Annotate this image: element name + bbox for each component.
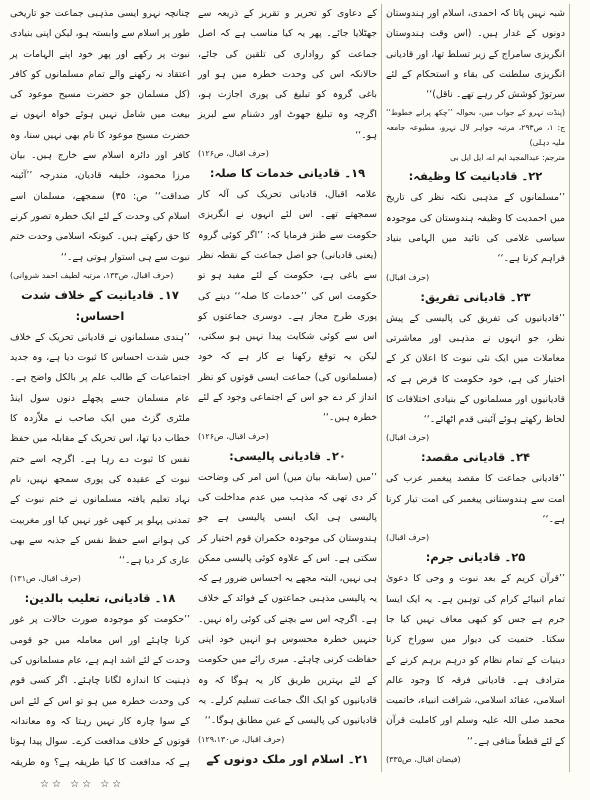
section-heading: ۱۷۔ قادیانیت کے خلاف شدت احساس: [21,287,179,323]
citation: (حرف اقبال، ص۱۲۶) [198,149,269,159]
citation: (حرف اقبال) [386,533,430,543]
body-paragraph: ’’قادیانی جماعت کا مقصد پیغمبر عرب کی امت سے ہندوستانی پیغمبر کی امت تیار کرنا ہے۔‘‘ [386,473,565,526]
text-columns [6,4,584,772]
body-paragraph: ’’ہندی مسلمانوں نے قادیانی تحریک کے خلاف جس شدت احساس کا ثبوت دیا ہے، وہ جدید اجتماعیات کے طالب علم پر بالکل واضح ہے۔ عام مسلمان جسے پچھلے دنوں سول اینڈ ملٹری گزٹ میں ایک صاحب نے ملاّزدہ کا خطاب دیا تھا، اس تحریک کے مقابلہ میں حفظ نفس کا ثبوت دے رہا ہے۔ اگرچہ اسے ختم نبوت کے عقیدہ کی پوری سمجھ نہیں، نام نہاد تعلیم یافتہ مسلمانوں نے ختم نبوت کے تمدنی پہلو پر کبھی غور نہیں کیا اور مغربیت کی ہوانے اسے حفظ نفس کے جذبہ سے بھی عاری کر دیا ہے۔‘‘ [10,331,190,567]
section-heading: ۲۴۔ قادیانی مقصد: [420,450,531,465]
text-column-1 [6,4,194,772]
citation: (حرف اقبال) [386,433,430,443]
footer-stars: ☆☆ ☆☆ ☆☆ [40,779,125,790]
text-column-3 [382,4,570,772]
section-heading: ۲۳۔ قادیانی تفریق: [420,289,531,304]
body-paragraph: ’’میں (سابقہ بیان میں) اس امر کی وضاحت کر دی تھی کہ مذہب میں عدم مداخلت کی پالیسی ہی ایک ایسی پالیسی ہے جو ہندوستان کی موجودہ حکمران قوم اختیار کر سکتی ہے۔ اس کے علاوہ کوئی پالیسی ممکن ہی نہیں، البتہ مجھے یہ احساس ضرور ہے کہ یہ پالیسی مذہبی جماعتوں کے فوائد کے خلاف ہے۔ اگرچہ اس سے بچنے کی کوئی راہ نہیں۔ جنہیں خطرہ محسوس ہو انہیں خود اپنی حفاظت کرنی چاہئے۔ میری رائے میں حکومت کے لئے بہترین طریق کار یہ ہوگا کہ وہ قادیانیوں کو ایک الگ جماعت تسلیم کرلے۔ یہ قادیانیوں کی پالیسی کے عین مطابق ہوگا۔‘‘ [198,471,377,727]
citation: (حرف اقبال، ص۱۲۶) [198,431,269,441]
text-column-2 [194,4,382,772]
body-paragraph: علامہ اقبال، قادیانی تحریک کی آلہ کار سمجھتے تھے۔ اس لئے انہوں نے انگریزی حکومت سے طنز فرمایا کہ: ’’اگر کوئی گروہ (یعنی قادیانی) جو اصل جماعت کے نقطہ نظر سے باغی ہے، حکومت کے لئے مفید ہو تو حکومت اس کی ’’خدمات کا صلہ‘‘ دینے کی پوری طرح مجاز ہے۔ دوسری جماعتوں کو اس سے کوئی شکایت پیدا نہیں ہو سکتی، لیکن یہ توقع رکھنا بے کار ہے کہ خود (مسلمانوں کی) جماعت ایسی قوتوں کو نظر انداز کر دے جو اس کے اجتماعی وجود کے لئے خطرہ ہیں۔‘‘ [198,189,377,424]
source-note: مترجم: عبدالمجید ایم اے، ایل ایل بی [450,153,565,163]
citation: (حرف اقبال) [386,272,430,282]
body-paragraph: شبہ نہیں پاتا کہ احمدی، اسلام اور ہندوستان دونوں کے غدار ہیں۔ (اس وقت ہندوستان انگریزی سامراج کے زیر تسلط تھا، اور قادیانی انگریزی سلطنت کی بقاء و استحکام کے لئے سرتوڑ کوشش کر رہے تھے۔ ناقل)‘‘ [386,8,565,101]
source-note: (پنڈت نہرو کے جواب میں، بحوالہ ’’چکھ پرانے خطوط‘‘ ج: ۱، ص۲۹۳، مرتبہ جواہر لال نہرو، مطبوعہ جامعہ ملیہ دہلی) [386,108,566,148]
body-paragraph: کے دعاوی کو تحریر و تقریر کے ذریعہ سے جھٹلایا جائے۔ پھر یہ کیا مناسب ہے کہ اصل جماعت کو رواداری کی تلقین کی جائے، حالانکہ اس کی وحدت خطرہ میں ہو اور باغی گروہ کو تبلیغ کی پوری اجازت ہو، اگرچہ وہ تبلیغ جھوٹ اور دشنام سے لبریز ہو۔‘‘ [198,8,377,141]
section-heading: ۲۱۔ اسلام اور ملک دونوں کے [206,751,369,766]
body-paragraph: ’’قرآن کریم کے بعد نبوت و وحی کا دعویٰ تمام انبیائے کرام کی توہین ہے۔ یہ ایک ایسا جرم ہے جس کو کبھی معاف نہیں کیا جا سکتا۔ ختمیت کی دیوار میں سوراخ کرنا دینیات کے تمام نظام کو درہم برہم کرنے کے مترادف ہے۔ قادیانی فرقہ کا وجود عالم اسلامی، عقائد اسلامی، شرافت انبیاء، خاتمیت محمد صلی اللہ علیہ وسلم اور کاملیت قرآن کے لئے قطعاً منافی ہے۔‘‘ [386,573,565,747]
body-paragraph: ’’مسلمانوں کے مذہبی نکتہ نظر کی تاریخ میں احمدیت کا وظیفہ ہندوستان کی موجودہ سیاسی غلامی کی تائید میں الہامی بنیاد فراہم کرنا ہے۔‘‘ [386,192,565,265]
section-heading: ۱۹۔ قادیانی خدمات کا صلہ: [209,166,366,181]
section-heading: ۲۰۔ قادیانی پالیسی: [229,448,346,463]
citation: (حرف اقبال، ص۱۳۳، مرتبہ لطیف احمد شروانی) [10,270,174,280]
section-heading: ۲۲۔ قادیانیت کا وظیفہ: [408,169,543,184]
section-heading: ۲۵۔ قادیانی جرم: [425,550,526,565]
body-paragraph: ’’حکومت کو موجودہ صورت حالات پر غور کرنا چاہئے اور اس معاملہ میں جو قومی وحدت کے لئے اشد اہم ہے، عام مسلمانوں کی ذہنیت کا اندازہ لگانا چاہئے۔ اگر کسی قوم کی وحدت خطرہ میں ہو تو اس کے لئے اس کے سوا چارہ کار نہیں رہتا کہ وہ معاندانہ قوتوں کے خلاف مدافعت کرے۔ سوال پیدا ہوتا ہے کہ مدافعت کا کیا طریقہ ہے؟ وہ طریقہ [10,614,190,768]
citation: (حرف اقبال، ص۱۲۹،۱۳۰) [198,734,285,744]
body-paragraph: ’’قادیانیوں کی تفریق کی پالیسی کے پیش نظر، جو انہوں نے مذہبی اور معاشرتی معاملات میں ایک نئی نبوت کا اعلان کر کے اختیار کی ہے، خود حکومت کا فرض ہے کہ قادیانیوں اور مسلمانوں کے بنیادی اختلافات کا لحاظ رکھتے ہوئے آئینی قدم اٹھائے۔‘‘ [386,312,565,426]
citation: (حرف اقبال، ص۱۳۱) [10,574,81,584]
section-heading: ۱۸۔ قادیانی، تعلیب بالدین: [24,591,176,606]
body-paragraph: چنانچہ نہرو ایسی مذہبی جماعت جو تاریخی طور پر اسلام سے وابستہ ہو، لیکن اپنی بنیادی نبوت پر رکھے اور پھر خود اپنے الہامات پر اعتقاد نہ رکھنے والے تمام مسلمانوں کو کافر (کل مسلمان جو حضرت مسیح موعود کی بیعت میں شامل نہیں ہوئے خواہ انہوں نے حضرت مسیح موعود کا نام بھی نہیں سنا، وہ کافر اور دائرہ اسلام سے خارج ہیں۔ بیان مرزا محمود، خلیفہ قادیان، مندرجہ ’’آئینہ صداقت‘‘ ص: ۳۵) سمجھے، مسلمان اسے اسلام کی وحدت کے لئے ایک خطرہ تصور کرنے کا حق رکھتے ہیں۔ کیونکہ اسلامی وحدت ختم نبوت سے ہی استوار ہوتی ہے۔‘‘ [10,8,190,263]
citation: (فیضان اقبال، ص۳۳۵) [386,755,461,765]
